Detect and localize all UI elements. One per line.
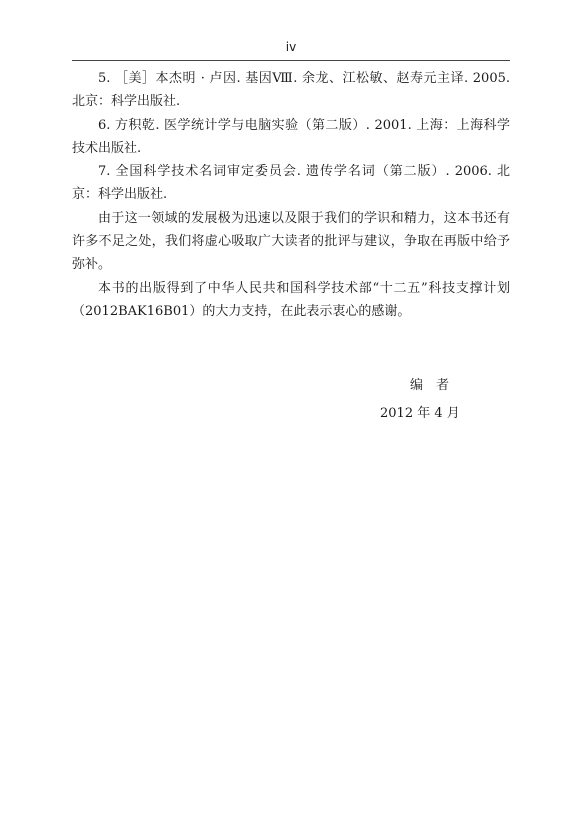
signature-date: 2012 年 4 月 [380,406,460,421]
reference-5: 5. ［美］本杰明 · 卢因. 基因Ⅷ. 余龙、江松敏、赵寿元主译. 2005. 北京：科学出版社. [72,71,510,110]
page-number: iv [285,40,297,54]
page-header [72,38,510,61]
closing-paragraph: 由于这一领域的发展极为迅速以及限于我们的学识和精力，这本书还有许多不足之处，我们将虚心吸取广大读者的批评与建议，争取在再版中给予弥补。 [72,210,510,273]
signature-editor: 编 者 [410,378,450,393]
reference-6: 6. 方积乾. 医学统计学与电脑实验（第二版）. 2001. 上海：上海科学技术出版社. [72,117,510,156]
body-text [72,67,510,323]
reference-7: 7. 全国科学技术名词审定委员会. 遗传学名词（第二版）. 2006. 北京：科学出版社. [72,164,510,203]
acknowledgement-paragraph: 本书的出版得到了中华人民共和国科学技术部“十二五”科技支撑计划（2012BAK16B01）的大力支持，在此表示衷心的感谢。 [72,280,510,319]
